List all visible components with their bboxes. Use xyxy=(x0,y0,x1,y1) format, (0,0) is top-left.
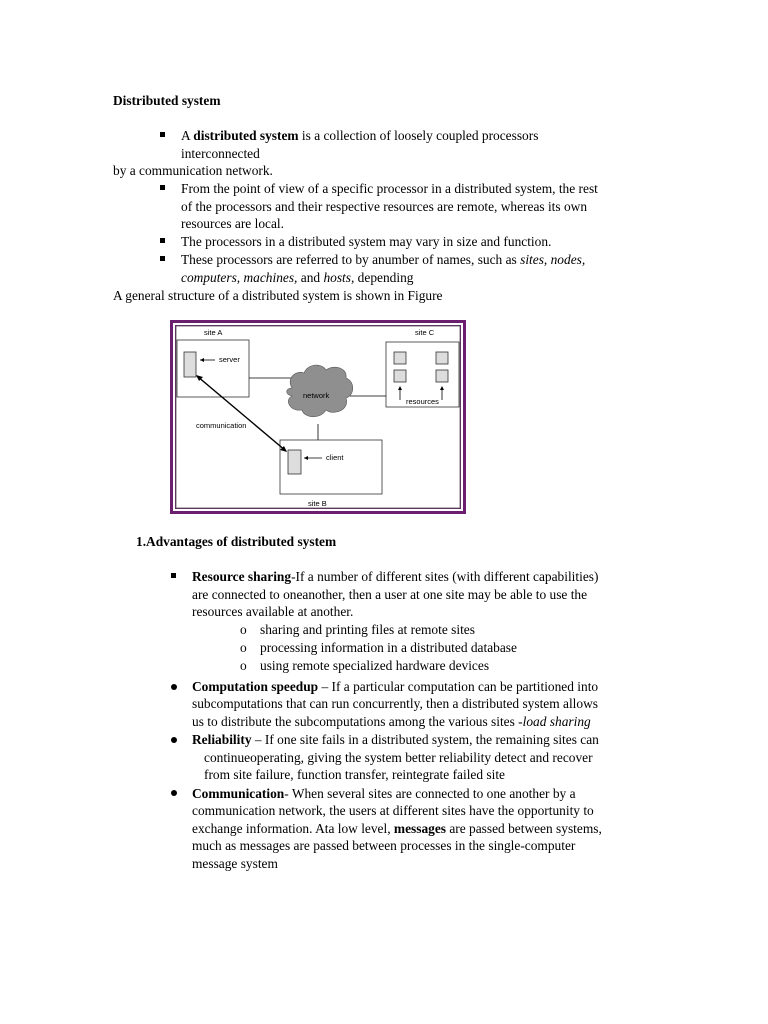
circle-bullet-icon: o xyxy=(240,640,247,655)
bullet-text: resources are local. xyxy=(181,216,284,231)
square-bullet-icon xyxy=(160,238,165,243)
list-item: sharing and printing files at remote sites xyxy=(260,622,475,637)
resource-sharing-text: resources available at another. xyxy=(192,604,354,619)
communication-text: message system xyxy=(192,856,278,871)
resource-sharing-text: are connected to oneanother, then a user at one site may be able to use the xyxy=(192,587,588,602)
server-label: server xyxy=(219,355,240,364)
computation-speedup-text: subcomputations that can run concurrently, then a distributed system allows xyxy=(192,696,598,711)
section-heading: 1.Advantages of distributed system xyxy=(136,534,337,549)
reliability-text: from site failure, function transfer, reintegrate failed site xyxy=(204,767,505,782)
network-label: network xyxy=(303,391,330,400)
communication-text: Communication- When several sites are connected to one another by a xyxy=(192,786,576,801)
resource-icon xyxy=(394,352,406,364)
client-icon xyxy=(288,450,301,474)
resource-icon xyxy=(436,352,448,364)
resource-icon xyxy=(394,370,406,382)
square-bullet-icon xyxy=(160,256,165,261)
bullet-text: From the point of view of a specific processor in a distributed system, the rest xyxy=(181,181,598,196)
communication-text: much as messages are passed between processes in the single-computer xyxy=(192,838,576,853)
bullet-text: of the processors and their respective resources are remote, whereas its own xyxy=(181,199,588,214)
site-b-label: site B xyxy=(308,499,327,508)
list-item: processing information in a distributed database xyxy=(260,640,517,655)
distributed-system-diagram xyxy=(170,320,466,516)
page-title: Distributed system xyxy=(113,93,221,108)
communication-text: exchange information. Ata low level, messages are passed between systems, xyxy=(192,821,602,836)
square-bullet-icon xyxy=(160,132,165,137)
communication-label: communication xyxy=(196,421,247,430)
resource-icon xyxy=(436,370,448,382)
site-c-label: site C xyxy=(415,328,435,337)
figure-intro-text: A general structure of a distributed system is shown in Figure xyxy=(113,288,443,303)
list-item: using remote specialized hardware devices xyxy=(260,658,490,673)
site-a-label: site A xyxy=(204,328,223,337)
computation-speedup-text: us to distribute the subcomputations among the various sites -load sharing xyxy=(192,714,591,729)
bullet-text: The processors in a distributed system may vary in size and function. xyxy=(181,234,552,249)
round-bullet-icon xyxy=(171,684,177,690)
reliability-text: Reliability – If one site fails in a distributed system, the remaining sites can xyxy=(192,732,599,747)
bullet-distributed-system-definition: A distributed system is a collection of loosely coupled processors xyxy=(181,128,539,143)
resources-label: resources xyxy=(406,397,439,406)
resource-sharing-text: Resource sharing-If a number of different sites (with different capabilities) xyxy=(192,569,599,584)
computation-speedup-text: Computation speedup – If a particular computation can be partitioned into xyxy=(192,679,599,694)
round-bullet-icon xyxy=(171,790,177,796)
client-label: client xyxy=(326,453,344,462)
square-bullet-icon xyxy=(171,573,176,578)
round-bullet-icon xyxy=(171,737,177,743)
paragraph-text: by a communication network. xyxy=(113,163,273,178)
bullet-text-continued: computers, machines, and hosts, depending xyxy=(181,270,414,285)
circle-bullet-icon: o xyxy=(240,622,247,637)
bullet-text-continued: interconnected xyxy=(181,146,260,161)
reliability-text: continueoperating, giving the system better reliability detect and recover xyxy=(204,750,593,765)
square-bullet-icon xyxy=(160,185,165,190)
circle-bullet-icon: o xyxy=(240,658,247,673)
bullet-text: These processors are referred to by anumber of names, such as sites, nodes, xyxy=(181,252,586,267)
server-icon xyxy=(184,352,196,377)
communication-text: communication network, the users at different sites have the opportunity to xyxy=(192,803,594,818)
